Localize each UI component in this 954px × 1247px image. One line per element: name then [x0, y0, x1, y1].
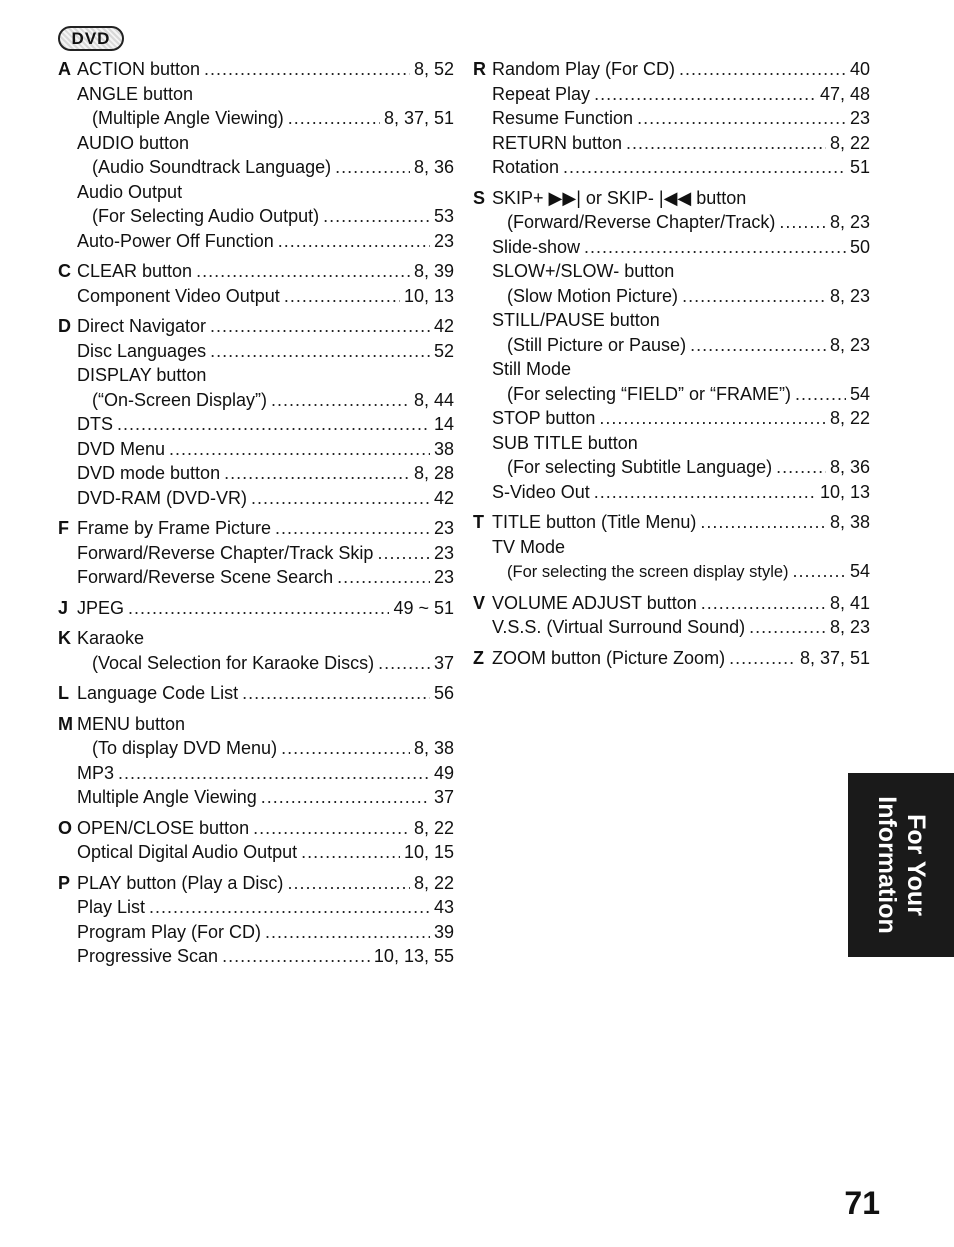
- index-term: TITLE button (Title Menu): [492, 512, 697, 532]
- index-group-o: [58, 816, 454, 865]
- index-entry: [473, 82, 870, 107]
- leader-dots: [779, 210, 826, 235]
- leader-dots: [210, 339, 430, 364]
- index-pages: 8, 22: [413, 817, 454, 838]
- index-entry: [58, 437, 454, 462]
- index-pages: 56: [433, 683, 454, 703]
- leader-dots: [117, 412, 430, 437]
- index-term: (Multiple Angle Viewing): [92, 108, 284, 128]
- leader-dots: [594, 480, 816, 505]
- index-pages: 52: [433, 340, 454, 361]
- index-term: S-Video Out: [492, 481, 590, 502]
- index-pages: 14: [433, 414, 454, 434]
- leader-dots: [253, 816, 410, 841]
- index-letter: M: [58, 713, 73, 734]
- index-entry: [473, 480, 870, 505]
- index-term: (“On-Screen Display”): [92, 389, 268, 410]
- index-term: DVD-RAM (DVD-VR): [77, 487, 247, 508]
- index-letter: D: [58, 316, 71, 336]
- leader-dots: [563, 155, 846, 180]
- index-term: MP3: [77, 762, 115, 783]
- leader-dots: [251, 486, 430, 511]
- leader-dots: [682, 284, 826, 309]
- index-term: Language Code List: [77, 683, 239, 703]
- index-pages: 8, 52: [413, 59, 454, 79]
- index-entry: [473, 284, 870, 309]
- leader-dots: [301, 840, 400, 865]
- index-entry: [58, 920, 454, 945]
- leader-dots: [337, 565, 430, 590]
- leader-dots: [626, 131, 826, 156]
- index-term: OPEN/CLOSE button: [77, 817, 250, 838]
- index-entry: [58, 626, 454, 651]
- leader-dots: [323, 204, 430, 229]
- index-pages: 37: [433, 787, 454, 807]
- index-term: Frame by Frame Picture: [77, 518, 272, 538]
- index-letter: J: [58, 597, 69, 618]
- index-group-v: [473, 591, 870, 640]
- index-group-l: [58, 681, 454, 706]
- index-pages: 42: [433, 316, 454, 336]
- index-pages: 8, 23: [829, 285, 870, 306]
- index-pages: 39: [433, 921, 454, 942]
- index-term: Optical Digital Audio Output: [77, 842, 298, 862]
- index-entry: [58, 388, 454, 413]
- index-term: SUB TITLE button: [492, 432, 638, 453]
- index-term: (Forward/Reverse Chapter/Track): [507, 212, 776, 232]
- index-term: SLOW+/SLOW- button: [492, 261, 675, 281]
- index-group-j: [58, 596, 454, 621]
- index-pages: 47, 48: [819, 83, 870, 104]
- index-term: Karaoke: [77, 628, 145, 648]
- page-number: 71: [844, 1185, 880, 1221]
- leader-dots: [795, 382, 846, 407]
- leader-dots: [222, 944, 370, 969]
- index-pages: 50: [849, 236, 870, 257]
- index-pages: 8, 38: [829, 512, 870, 532]
- index-letter: Z: [473, 647, 484, 668]
- index-term: Rotation: [492, 157, 560, 177]
- index-group-s: [473, 186, 870, 505]
- index-entry: [473, 406, 870, 431]
- index-column-left: [58, 57, 454, 975]
- index-pages: 23: [433, 518, 454, 538]
- index-term: (Slow Motion Picture): [507, 285, 679, 306]
- index-entry: [58, 736, 454, 761]
- index-term: JPEG: [77, 597, 125, 618]
- index-pages: 10, 15: [403, 842, 454, 862]
- section-tab-line1: For Your: [902, 814, 930, 916]
- index-entry: [58, 840, 454, 865]
- index-entry: [58, 712, 454, 737]
- index-column-right: [473, 57, 870, 676]
- index-pages: 51: [849, 157, 870, 177]
- leader-dots: [776, 455, 826, 480]
- index-term: (For Selecting Audio Output): [92, 206, 320, 226]
- index-entry: [473, 382, 870, 407]
- index-entry: [473, 357, 870, 382]
- index-letter: R: [473, 59, 486, 79]
- index-pages: 40: [849, 59, 870, 79]
- index-pages: 37: [433, 652, 454, 673]
- index-term: CLEAR button: [77, 261, 193, 281]
- leader-dots: [284, 284, 400, 309]
- leader-dots: [700, 510, 826, 535]
- index-term: (For selecting the screen display style): [507, 563, 789, 581]
- index-letter: L: [58, 683, 69, 703]
- leader-dots: [196, 259, 410, 284]
- index-entry: [58, 412, 454, 437]
- leader-dots: [242, 681, 430, 706]
- leader-dots: [378, 651, 430, 676]
- index-pages: 8, 38: [413, 738, 454, 758]
- dvd-badge: DVD: [58, 26, 124, 51]
- index-entry: [58, 785, 454, 810]
- index-group-t: [473, 510, 870, 585]
- index-entry: [473, 186, 870, 211]
- index-term: RETURN button: [492, 132, 623, 153]
- index-term: Auto-Power Off Function: [77, 230, 274, 251]
- index-pages: 43: [433, 897, 454, 917]
- index-pages: 8, 22: [829, 132, 870, 153]
- index-pages: 54: [849, 383, 870, 404]
- index-term: (Still Picture or Pause): [507, 334, 687, 355]
- index-entry: [58, 651, 454, 676]
- index-pages: 8, 44: [413, 389, 454, 410]
- leader-dots: [204, 57, 410, 82]
- leader-dots: [278, 229, 430, 254]
- index-term: V.S.S. (Virtual Surround Sound): [492, 617, 746, 637]
- index-entry: [58, 131, 454, 156]
- index-pages: 54: [849, 561, 870, 581]
- index-entry: [473, 259, 870, 284]
- index-pages: 8, 22: [413, 872, 454, 893]
- index-entry: [473, 131, 870, 156]
- index-term: Audio Output: [77, 181, 183, 202]
- index-letter: S: [473, 187, 486, 208]
- index-entry: [473, 455, 870, 480]
- leader-dots: [679, 57, 846, 82]
- index-entry: [58, 516, 454, 541]
- index-entry: [58, 204, 454, 229]
- index-entry: [58, 259, 454, 284]
- index-term: STOP button: [492, 408, 596, 428]
- index-term: DVD mode button: [77, 463, 221, 483]
- leader-dots: [701, 591, 826, 616]
- index-term: (To display DVD Menu): [92, 738, 278, 758]
- index-term: Repeat Play: [492, 83, 591, 104]
- index-entry: [473, 510, 870, 535]
- leader-dots: [281, 736, 410, 761]
- index-term: Still Mode: [492, 359, 572, 379]
- index-term: (Audio Soundtrack Language): [92, 157, 332, 177]
- index-term: STILL/PAUSE button: [492, 310, 660, 330]
- leader-dots: [584, 235, 846, 260]
- index-group-c: [58, 259, 454, 308]
- index-group-p: [58, 871, 454, 969]
- index-term: Multiple Angle Viewing: [77, 787, 257, 807]
- index-entry: [58, 180, 454, 205]
- index-term: VOLUME ADJUST button: [492, 592, 697, 613]
- index-pages: 8, 36: [829, 457, 870, 477]
- leader-dots: [128, 596, 389, 621]
- index-pages: 8, 22: [829, 408, 870, 428]
- index-letter: V: [473, 592, 486, 613]
- index-term: Progressive Scan: [77, 946, 219, 966]
- index-entry: [58, 155, 454, 180]
- leader-dots: [377, 541, 430, 566]
- index-pages: 23: [433, 567, 454, 587]
- index-term: DISPLAY button: [77, 365, 207, 385]
- leader-dots: [261, 785, 430, 810]
- index-entry: [473, 535, 870, 560]
- index-group-r: [473, 57, 870, 180]
- index-letter: T: [473, 512, 484, 532]
- index-term: ACTION button: [77, 59, 201, 79]
- index-term: DVD Menu: [77, 438, 166, 459]
- leader-dots: [599, 406, 826, 431]
- index-entry: [58, 596, 454, 621]
- index-pages: 23: [849, 108, 870, 128]
- index-pages: 38: [433, 438, 454, 459]
- index-term: (For selecting “FIELD” or “FRAME”): [507, 383, 792, 404]
- leader-dots: [275, 516, 430, 541]
- leader-dots: [210, 314, 430, 339]
- index-entry: [58, 816, 454, 841]
- index-pages: 53: [433, 206, 454, 226]
- index-pages: 49: [433, 762, 454, 783]
- index-term: ANGLE button: [77, 83, 194, 104]
- index-term: AUDIO button: [77, 132, 190, 153]
- section-tab: [848, 773, 954, 957]
- index-letter: C: [58, 261, 71, 281]
- leader-dots: [149, 895, 430, 920]
- index-term: Play List: [77, 897, 146, 917]
- index-group-a: [58, 57, 454, 253]
- index-entry: [58, 761, 454, 786]
- index-term: DTS: [77, 414, 113, 434]
- index-entry: [473, 431, 870, 456]
- index-entry: [58, 339, 454, 364]
- index-term: Component Video Output: [77, 285, 280, 306]
- leader-dots: [287, 871, 410, 896]
- index-pages: 8, 23: [829, 212, 870, 232]
- index-entry: [473, 210, 870, 235]
- index-pages: 8, 36: [413, 157, 454, 177]
- index-pages: 49 ~ 51: [393, 597, 454, 618]
- index-term: Resume Function: [492, 108, 634, 128]
- index-entry: [58, 565, 454, 590]
- index-term: Direct Navigator: [77, 316, 207, 336]
- index-entry: [473, 559, 870, 585]
- index-pages: 8, 37, 51: [383, 108, 454, 128]
- leader-dots: [637, 106, 846, 131]
- index-entry: [473, 57, 870, 82]
- index-pages: 8, 37, 51: [799, 647, 870, 668]
- index-term: Forward/Reverse Chapter/Track Skip: [77, 542, 374, 563]
- leader-dots: [271, 388, 410, 413]
- index-entry: [473, 106, 870, 131]
- index-letter: K: [58, 628, 71, 648]
- index-pages: 23: [433, 542, 454, 563]
- leader-dots: [690, 333, 826, 358]
- index-pages: 8, 39: [413, 261, 454, 281]
- index-entry: [473, 615, 870, 640]
- leader-dots: [793, 559, 846, 584]
- index-term: Slide-show: [492, 236, 581, 257]
- index-entry: [58, 486, 454, 511]
- index-pages: 8, 23: [829, 334, 870, 355]
- index-entry: [58, 229, 454, 254]
- index-pages: 10, 13: [403, 285, 454, 306]
- index-entry: [473, 235, 870, 260]
- index-term: Program Play (For CD): [77, 921, 262, 942]
- index-term: (For selecting Subtitle Language): [507, 457, 773, 477]
- index-letter: O: [58, 817, 73, 838]
- index-letter: A: [58, 59, 71, 79]
- index-term: MENU button: [77, 713, 186, 734]
- index-term: PLAY button (Play a Disc): [77, 872, 284, 893]
- index-pages: 10, 13: [819, 481, 870, 502]
- index-entry: [473, 646, 870, 671]
- index-entry: [473, 591, 870, 616]
- index-entry: [58, 944, 454, 969]
- index-term: SKIP+ ▶▶| or SKIP- |◀◀ button: [492, 187, 747, 208]
- index-entry: [58, 895, 454, 920]
- index-group-f: [58, 516, 454, 590]
- leader-dots: [169, 437, 430, 462]
- leader-dots: [729, 646, 796, 671]
- index-letter: P: [58, 872, 71, 893]
- leader-dots: [335, 155, 410, 180]
- index-group-k: [58, 626, 454, 675]
- index-term: (Vocal Selection for Karaoke Discs): [92, 652, 375, 673]
- index-entry: [58, 363, 454, 388]
- index-term: Forward/Reverse Scene Search: [77, 567, 334, 587]
- index-pages: 42: [433, 487, 454, 508]
- leader-dots: [118, 761, 430, 786]
- index-group-z: [473, 646, 870, 671]
- index-entry: [58, 461, 454, 486]
- section-tab-line2: Information: [873, 796, 901, 934]
- leader-dots: [594, 82, 816, 107]
- index-term: ZOOM button (Picture Zoom): [492, 647, 726, 668]
- index-letter: F: [58, 518, 69, 538]
- index-entry: [58, 871, 454, 896]
- leader-dots: [749, 615, 826, 640]
- leader-dots: [288, 106, 380, 131]
- index-entry: [58, 681, 454, 706]
- index-pages: 8, 41: [829, 592, 870, 613]
- index-pages: 23: [433, 230, 454, 251]
- index-term: Disc Languages: [77, 340, 207, 361]
- index-group-d: [58, 314, 454, 510]
- index-entry: [58, 82, 454, 107]
- leader-dots: [265, 920, 430, 945]
- index-term: Random Play (For CD): [492, 59, 676, 79]
- index-entry: [58, 284, 454, 309]
- index-entry: [58, 57, 454, 82]
- index-entry: [58, 314, 454, 339]
- index-pages: 8, 28: [413, 463, 454, 483]
- index-entry: [58, 106, 454, 131]
- index-pages: 8, 23: [829, 617, 870, 637]
- index-pages: 10, 13, 55: [373, 946, 454, 966]
- index-group-m: [58, 712, 454, 810]
- leader-dots: [224, 461, 410, 486]
- section-tab-label: [872, 796, 930, 934]
- index-entry: [473, 155, 870, 180]
- index-term: TV Mode: [492, 536, 566, 557]
- index-entry: [58, 541, 454, 566]
- index-entry: [473, 333, 870, 358]
- index-entry: [473, 308, 870, 333]
